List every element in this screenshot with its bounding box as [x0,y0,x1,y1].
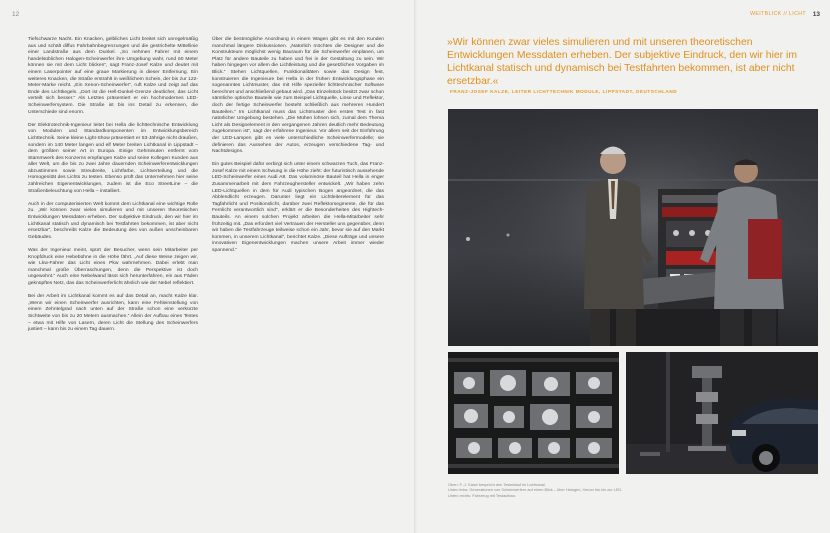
page-number-right: 13 [812,11,820,18]
running-head: WEITBLICK // LICHT [750,11,806,17]
paragraph: Auch in der computerisierten Welt kommt dem Lichtkanal eine wichtige Rolle zu. „Wir können zwar vieles simulieren und mit unseren theoretischen Entwicklungen Messdaten erheben. Der subjektive Eindruck, den wir hier im Lichtkanal statisch und dynamisch bei Testfahrten bekommen, ist aber nicht ersetzbar“, beschreibt Kalze die Bedeutung des von außen unscheinbaren Gebäudes. [28,201,198,240]
pull-quote: »Wir können zwar vieles simulieren und mit unseren theoretischen Entwicklungen Messdaten erheben. Der subjektive Eindruck, den wir hier im Lichtkanal statisch und dynamisch bei Testfahrten bekommen, ist aber nicht ersetzbar.« [447,37,797,87]
paragraph: Was der Ingenieur meint, spürt der Besucher, wenn sein Mitarbeiter per Knopfdruck eine Hebebühne in die Höhe fährt. „Auf diese Weise zeigen wir, wie Lkw-Fahrer das Licht eines Pkw wahrnehmen. Dabei erlebt man manchmal große Überraschungen, denn die Perspektive ist doch ungewohnt.“ Auch eine Nebelwand lässt sich herunterfahren, ein aus Fäden geknüpftes Netz, das das Scheinwerferlicht ähnlich wie der Nebel reflektiert. [28,248,198,286]
paragraph: Bei der Arbeit im Lichtkanal kommt es auf das Detail an, macht Kalze klar. „Wenn wir einen Scheinwerfer ausrichten, kann eine Fehleinstellung von einem Zehntelgrad nach unten auf der Straße schon eine verkürzte Sichtweite von bis zu 20 Metern ausmachen.“ Allein der Aufbau eines Testes – etwa mit Hilfe von Lasern, deren Licht die Stellung des Scheinwerfers justiert – kann bis zu einem Tag dauern. [28,294,198,333]
paragraph: Tiefschwarze Nacht. Ein Knacken, gelbliches Licht breitet sich unregelmäßig aus und schält diffus Fahrbahnbegrenzungen und die gestrichelte Mittellinie einer Landstraße aus dem Dunkel. „So nehmen Fahrer mit einem handelsüblichen Halogen-Scheinwerfer ihre Umgebung wahr, rund 60 Meter können sie mit dem Licht blicken“, sagt Franz-Josef Kalze und deutet mit einem Laserpointer auf eine graue Markierung in dieser Entfernung. Ein weiteres Knacken, die Straße erstrahlt in weißlichem Schein, der bis zur 122-Meter-Marke reicht. „Ein Xenon-Scheinwerfer“, ruft Kalze und zeigt auf das Ende des Lichtkegels. „Dort ist die Hell-Dunkel-Grenze deutlicher, das Licht verteilt sich besser.“ Als Letztes präsentiert er ein hochmodernes LED-Scheinwerfersystem. Die Straße ist bis ins Detail zu erkennen, die Unterschiede sind enorm. [28,37,198,115]
paragraph: Über die bestmögliche Anordnung in einem Wagen gibt es mit den Kunden manchmal längere Diskussionen. „Natürlich möchten die Designer und die Konstrukteure möglichst wenig Bauraum für die Scheinwerfer einplanen, um Platz für andere Bauteile zu haben und frei in der Gestaltung zu sein. Wir haben hingegen vor allem die Lichtleistung und die gesetzlichen Vorgaben im Blick.“ Stehen Lichtquellen, Funktionalitäten sowie das Design fest, konstruieren die Ingenieure bei Hella in der frühen Entwicklungsphase ein sogenanntes Lichtmuster, das mit Hilfe spezieller lichttechnischer Software berechnet und anschließend gebaut wird. „Das Einzelstück besitzt zwar schon sämtliche optische Bauteile wie zum Beispiel Lichtquelle, Linse und Reflektor, doch der fertige Scheinwerfer besteht schließlich aus mehreren Hundert Bauteilen.“ Im Lichtkanal muss das Lichtmuster den ersten Test in fast natürlicher Umgebung bestehen. „Die Mühen lohnen sich, zumal dem Thema Licht als Designelement in den vergangenen Jahren deutlich mehr Bedeutung zugekommen ist“, sagt der erfahrene Ingenieur. Vor allem seit der Einführung der LED-Lampen gibt es viele unterschiedliche Scheinwerfermodelle; sie definieren das Aussehen der Autos, erzeugen verschiedene Tag- und Nachtdesigns. [212,37,384,155]
caption-line: Unten links: Generationen von Scheinwerfern auf einen Blick – über Halogen, Xenon bis hin zur LED. [448,487,623,493]
page-number-left: 12 [12,11,20,18]
photo-car-test-rig [626,352,818,474]
photo-headlamp-generations [448,352,619,474]
photo-light-tunnel-engineers [448,109,818,346]
pull-quote-source: FRANZ-JOSEF KALZE, LEITER LICHTTECHNIK MODULE, LIPPSTADT, DEUTSCHLAND [450,89,678,94]
text-column-middle [212,37,384,261]
paragraph: Ein gutes Beispiel dafür verbirgt sich unter einem schwarzen Tuch, das Franz-Josef Kalze mit einem Schwung in die Höhe zieht: der futuristisch aussehende LED-Scheinwerfer eines Audi A8. Das voluminöse Bauteil hat Hella in enger Zusammenarbeit mit dem Fahrzeughersteller entwickelt. „Wir haben zehn LED-Lichtquellen in dem für Audi typischen Bogen angeordnet, die das Abblendlicht erzeugen. Darunter liegt ein Lichtleiterelement für das Tagfahrlicht und Positionslicht, darüber zwei Reflektorsegmente, die für das Fernlicht verantwortlich sind“, erklärt er die Besonderheiten des Hightech-Bauteils. An einem solchen Projekt arbeiten die Hella-Mitarbeiter sehr frühzeitig mit. „Das erfordert viel Vertrauen der Hersteller uns gegenüber, denn wir haben die Testfahrzeuge teilweise schon ein Jahr, bevor sie auf den Markt kommen, in unserem Lichtkanal“, berichtet Kalze. „Diese Aufträge und unsere innovativen Eigenentwicklungen machen unsere Arbeit immer wieder spannend.“ [212,162,384,253]
page-gutter [414,0,417,533]
paragraph: Der Elektrotechnik-Ingenieur leitet bei Hella die lichttechnische Entwicklung von Modulen und Standardkomponenten im Entwicklungsbereich Lichttechnik. Seine kleine Light-Show präsentiert er 53-Jährige nicht draußen, sondern im 140 Meter langen und elf Meter breiten Lichtkanal in Lippstadt – dem größten seiner Art in Europa. Einige Gehminuten entfernt vom Stammwerk des Konzerns empfangen Kalze und seine Kollegen Kunden aus aller Welt, um die bis zu zwei Jahre dauernden Scheinwerferentwicklungen abzustimmen sowie Streubreite, Lichtfarbe, Lichtverteilung und die Homogenität des Lichts zu testen. Ebenso prüft das Unternehmen hier seine zahlreichen Eigenentwicklungen, zudem ist die Eco StreetLine – die Straßenbeleuchtung von Hella – installiert. [28,122,198,194]
photo-caption [448,482,678,498]
text-column-left [28,37,198,340]
caption-line: Unten rechts: Fahrzeug mit Testaufbau. [448,492,517,498]
caption-line: Oben: F.-J. Kalze bespricht den Testablauf im Lichtkanal. [448,482,546,487]
